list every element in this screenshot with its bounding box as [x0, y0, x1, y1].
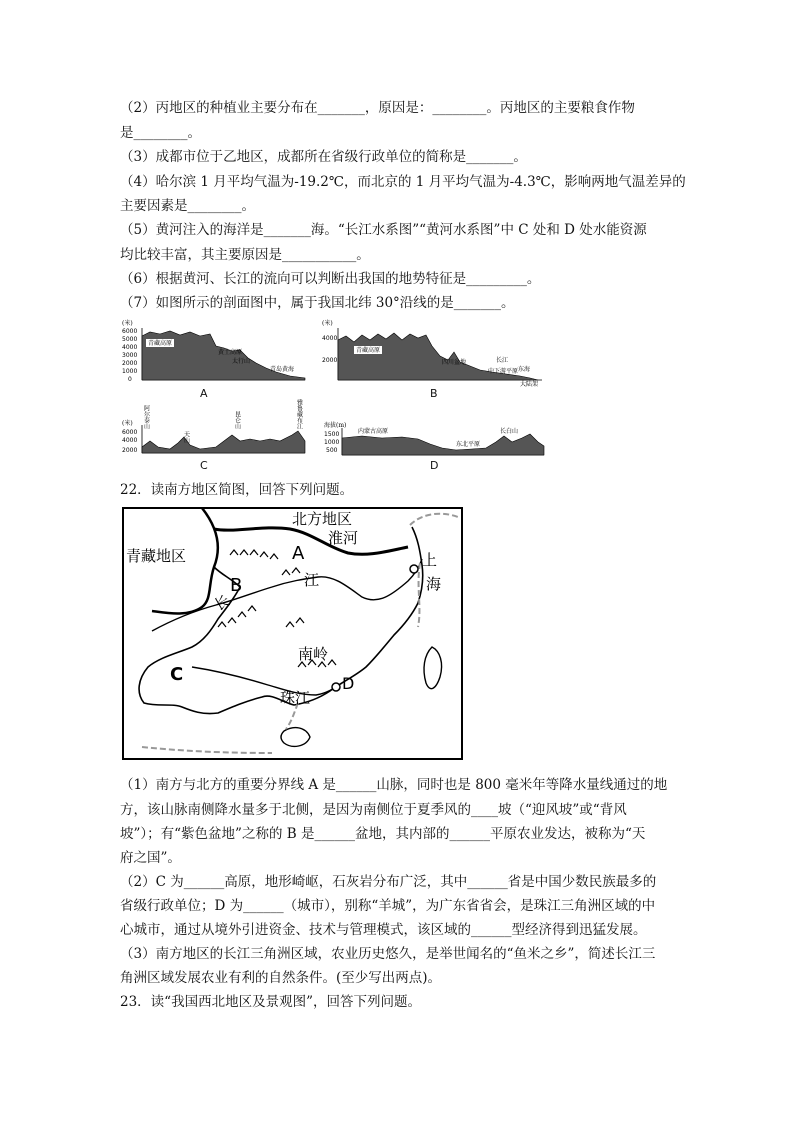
q2-line1: （2）丙地区的种植业主要分布在_______，原因是：________。丙地区的主要粮食作物 [120, 100, 635, 116]
q2-line2: 是________。 [120, 125, 201, 141]
profile-label: 内蒙古高原 [358, 428, 389, 435]
shanghai-label-2: 海 [426, 575, 442, 593]
s3-line1: （3）南方地区的长江三角洲区域，农业历史悠久，是举世闻名的“鱼米之乡”，简述长江三 [120, 946, 656, 962]
profile-c-caption: C [200, 459, 208, 472]
s2-line1: （2）C 为______高原，地形崎岖，石灰岩分布广泛，其中______省是中国少数民族最多的 [120, 874, 657, 890]
q6-line: （6）根据黄河、长江的流向可以判断出我国的地势特征是_________。 [120, 271, 541, 287]
tick-label: 4000 [122, 437, 138, 444]
terrain-profile [142, 431, 305, 453]
tick-label: 0 [128, 376, 132, 383]
tick-label: 2000 [122, 447, 138, 454]
tick-label: 4000 [122, 344, 138, 351]
label-b: B [230, 575, 243, 596]
profile-label: 青藏高原 [356, 347, 381, 354]
changjiang-label-1: 长 [211, 591, 234, 615]
profile-label: 东海 [518, 366, 531, 373]
q22-line: 22．读南方地区简图，回答下列问题。 [120, 482, 354, 498]
q4-line2: 主要因素是________。 [120, 198, 255, 214]
terrain-profile [342, 434, 544, 455]
qingzang-region-label: 青藏地区 [126, 547, 187, 565]
profile-a [120, 318, 310, 386]
profile-a-caption: A [200, 387, 208, 400]
q23-line: 23．读“我国西北地区及景观图”，回答下列问题。 [120, 994, 421, 1010]
label-c: C [170, 664, 184, 685]
profile-b-caption: B [430, 387, 438, 400]
profile-label: 阿尔泰山 [142, 405, 150, 429]
q7-line: （7）如图所示的剖面图中，属于我国北纬 30°沿线的是_______。 [120, 295, 515, 311]
q5-line2: 均比较丰富，其主要原因是___________。 [120, 247, 370, 263]
profile-unit: (米) [322, 320, 333, 327]
tick-label: 3000 [122, 352, 138, 359]
s2-line2: 省级行政单位；D 为______（城市），别称“羊城”，为广东省省会，是珠江三角洲区域的中 [120, 898, 656, 914]
q4-line1: （4）哈尔滨 1 月平均气温为-19.2℃，而北京的 1 月平均气温为-4.3℃，影响两地气温差异的 [120, 174, 686, 190]
profile-label: 长江 [496, 357, 509, 364]
label-d: D [342, 674, 355, 693]
s1-line2: 方，该山脉南侧降水量多于北侧，是因为南侧位于夏季风的____坡（“迎风坡”或“背风 [120, 802, 627, 818]
profile-unit: 海拔(m) [324, 422, 347, 429]
tick-label: 1000 [122, 368, 138, 375]
profile-label: 东北平原 [456, 441, 481, 448]
tick-label: 1000 [324, 439, 340, 446]
profile-label: 四川盆地 [442, 359, 467, 366]
q5-line1: （5）黄河注入的海洋是_______海。“长江水系图”“黄河水系图”中 C 处和 D 处水能资源 [120, 222, 647, 238]
s1-line4: 府之国”。 [120, 850, 181, 866]
tick-label: 6000 [122, 328, 138, 335]
tick-label: 2000 [122, 360, 138, 367]
profile-label: 青岛黄海 [270, 366, 295, 373]
profile-label: 青藏高原 [148, 340, 173, 347]
profile-unit: (米) [122, 420, 133, 427]
s1-line1: （1）南方与北方的重要分界线 A 是______山脉，同时也是 800 毫米年等降水量线通过的地 [120, 777, 668, 793]
guangzhou-marker [332, 683, 340, 691]
s1-line3: 坡”）；有“紫色盆地”之称的 B 是______盆地，其内部的______平原农业发达，被称为“天 [120, 826, 646, 842]
shanghai-label-1: 上 [422, 551, 438, 569]
shanghai-marker [410, 565, 418, 573]
zhujiang-label: 珠江 [280, 689, 311, 707]
s3-line2: 角洲区域发展农业有利的自然条件。(至少写出两点)。 [120, 970, 442, 986]
profile-label: 黄土高原 [218, 349, 243, 356]
nanling-label: 南岭 [298, 645, 329, 663]
tick-label: 6000 [122, 429, 138, 436]
tick-label: 1500 [324, 431, 340, 438]
profile-label: 大陆架 [520, 381, 539, 388]
tick-label: 4000 [322, 335, 338, 342]
profile-label: 长白山 [500, 428, 519, 435]
north-region-label: 北方地区 [292, 510, 353, 528]
profile-b [320, 318, 552, 390]
changjiang-label-2: 江 [304, 571, 320, 589]
profile-unit: (米) [122, 320, 133, 327]
tick-label: 2000 [322, 357, 338, 364]
huaihe-label: 淮河 [328, 529, 359, 547]
tick-label: 500 [326, 447, 338, 454]
label-a: A [292, 543, 305, 564]
profile-label: 太行山 [232, 358, 251, 365]
profile-d [322, 420, 548, 458]
s2-line3: 心城市，通过从境外引进资金、技术与管理模式，该区域的______型经济得到迅猛发展。 [120, 922, 647, 938]
tick-label: 5000 [122, 336, 138, 343]
profile-c [120, 395, 310, 457]
profile-label: 天山 [182, 431, 190, 443]
profile-label: 昆仑山 [233, 411, 241, 429]
south-china-map [122, 507, 463, 760]
profile-label: 中下游平原 [488, 368, 519, 375]
q3-line: （3）成都市位于乙地区，成都所在省级行政单位的简称是_______。 [120, 149, 527, 165]
profile-d-caption: D [430, 459, 439, 472]
profile-label: 雅鲁藏布江 [295, 399, 303, 429]
